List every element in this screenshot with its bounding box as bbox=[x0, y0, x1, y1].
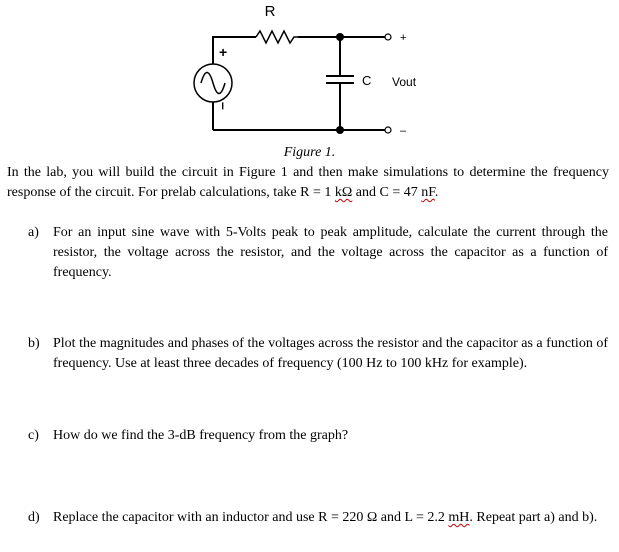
source-plus-label: + bbox=[219, 44, 228, 60]
part-c-text: How do we find the 3-dB frequency from the graph? bbox=[53, 428, 349, 443]
output-plus-label: + bbox=[400, 32, 407, 44]
intro-text-middle: and C = 47 bbox=[352, 185, 422, 200]
junction-bottom bbox=[336, 126, 344, 134]
part-c-marker: c) bbox=[28, 428, 39, 443]
part-d-text bbox=[53, 508, 608, 528]
part-b-text: Plot the magnitudes and phases of the voltages across the resistor and the capacitor as a function of frequency. Use at least three decades of frequency (100 Hz to 100 kHz for example). bbox=[53, 336, 608, 371]
output-terminal-top bbox=[385, 34, 391, 40]
question-part-c bbox=[28, 426, 608, 446]
output-minus-label: – bbox=[400, 125, 407, 137]
question-part-b bbox=[28, 334, 608, 374]
part-a-text: For an input sine wave with 5-Volts peak to peak amplitude, calculate the current through the resistor, the voltage across the resistor, and the voltage across the capacitor as a function of frequency. bbox=[53, 225, 608, 280]
intro-text-before: In the lab, you will build the circuit in Figure 1 and then make simulations to determine the frequency response of the circuit. For prelab calculations, take R = 1 bbox=[7, 165, 609, 200]
circuit-diagram bbox=[0, 0, 619, 145]
nf-value: nF bbox=[421, 185, 435, 200]
vout-label: Vout bbox=[392, 75, 417, 89]
capacitor-symbol bbox=[326, 76, 354, 83]
mh-value: mH bbox=[448, 510, 470, 525]
resistor-symbol bbox=[256, 31, 298, 43]
source-minus-label: – bbox=[216, 102, 232, 110]
part-b-marker: b) bbox=[28, 336, 40, 351]
junction-top bbox=[336, 33, 344, 41]
kohm-value: kΩ bbox=[334, 185, 353, 200]
intro-paragraph bbox=[7, 163, 609, 203]
question-part-d bbox=[28, 508, 608, 528]
figure-caption: Figure 1. bbox=[283, 145, 336, 160]
part-a-marker: a) bbox=[28, 225, 39, 240]
question-part-a bbox=[28, 223, 608, 283]
capacitor-label: C bbox=[362, 73, 372, 88]
intro-text-after: . bbox=[434, 185, 439, 200]
part-d-marker: d) bbox=[28, 510, 40, 525]
part-d-text-after: . Repeat part a) and b). bbox=[469, 510, 598, 525]
part-d-text-before: Replace the capacitor with an inductor and use R = 220 Ω and L = 2.2 bbox=[53, 510, 449, 525]
resistor-label: R bbox=[264, 3, 276, 20]
output-terminal-bottom bbox=[385, 127, 391, 133]
circuit-wires bbox=[213, 37, 385, 130]
